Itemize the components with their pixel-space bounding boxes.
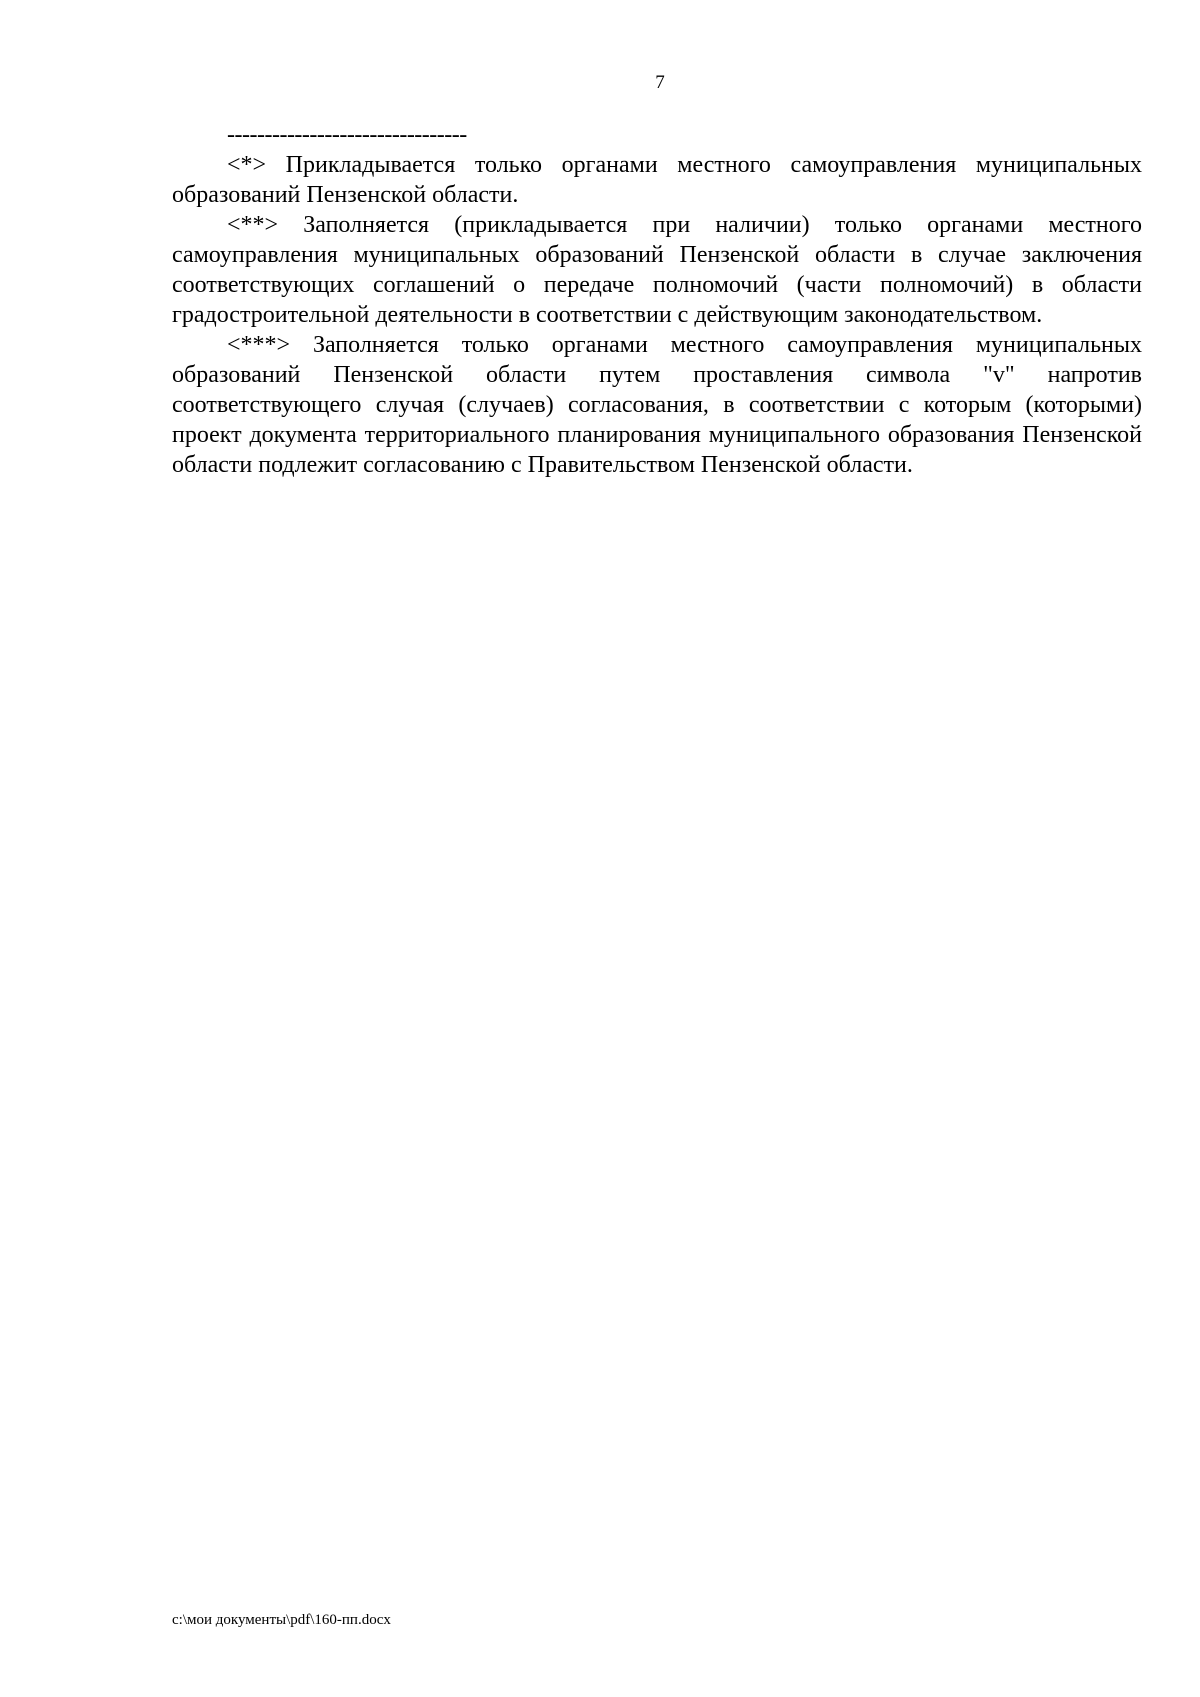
- footnote-1: <*> Прикладывается только органами местного самоуправления муниципальных образований Пензенской области.: [172, 152, 1142, 208]
- footnote-3: <***> Заполняется только органами местного самоуправления муниципальных образований Пензенской области путем проставления символа "v" напротив соответствующего случая (случаев) согласования, в соответствии с которым (которыми) проект документа территориального планирования муниципального образования Пензенской области подлежит согласованию с Правительством Пензенской области.: [172, 332, 1142, 478]
- footnote-separator: --------------------------------: [227, 122, 467, 148]
- page-number: 7: [655, 72, 665, 93]
- footnotes-block: [172, 120, 1142, 480]
- footer-file-path: c:\мои документы\pdf\160-пп.docx: [172, 1612, 391, 1628]
- footnote-2: <**> Заполняется (прикладывается при наличии) только органами местного самоуправления муниципальных образований Пензенской области в случае заключения соответствующих соглашений о передаче полномочий (части полномочий) в области градостроительной деятельности в соответствии с действующим законодательством.: [172, 212, 1142, 328]
